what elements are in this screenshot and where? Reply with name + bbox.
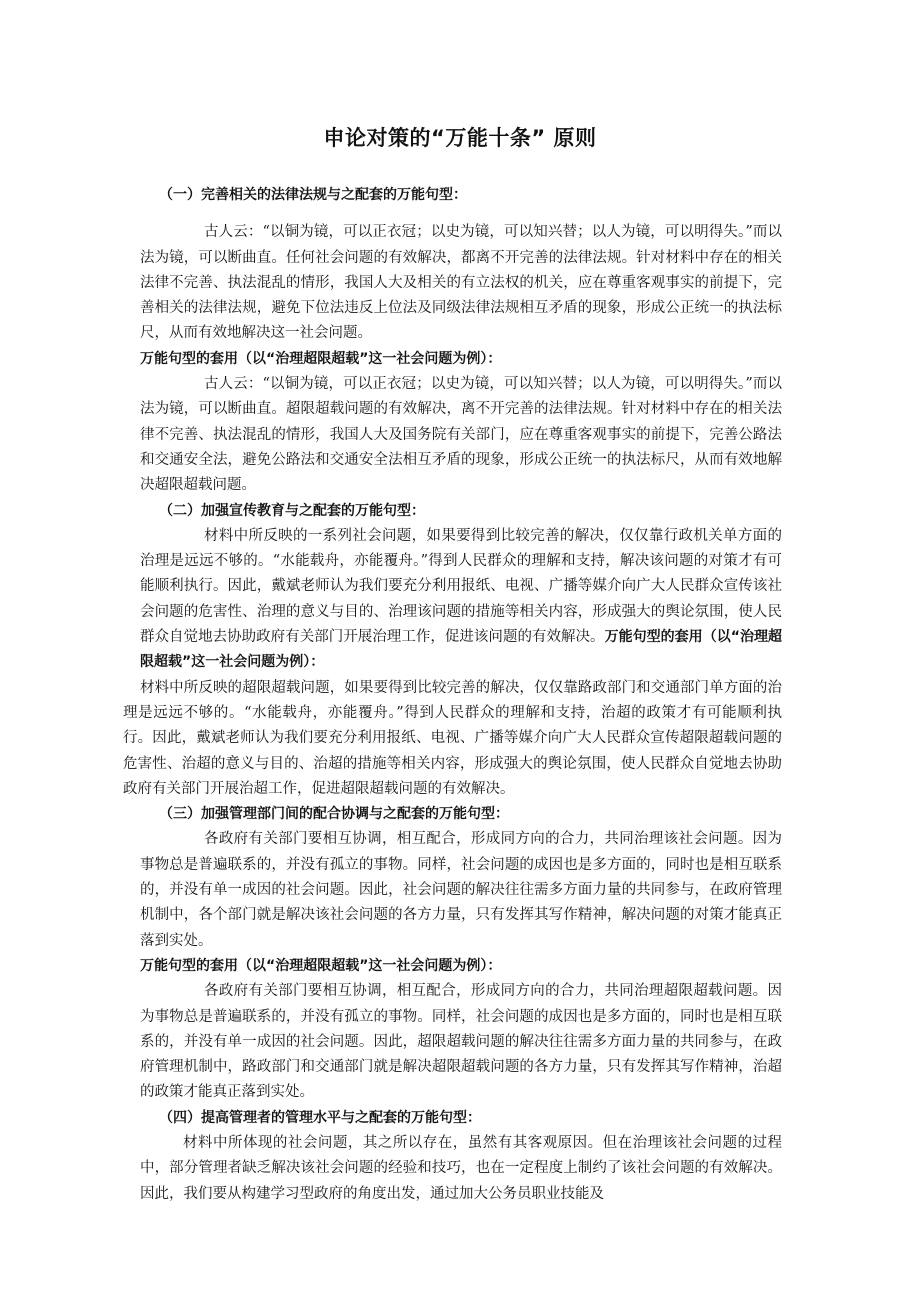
section-4-heading: （四）提高管理者的管理水平与之配套的万能句型：	[159, 1109, 481, 1126]
section-1-example-heading: 万能句型的套用（以“治理超限超载”这一社会问题为例）：	[140, 350, 502, 367]
page-title: 申论对策的“万能十条” 原则	[323, 126, 597, 150]
document-body	[123, 183, 782, 1207]
section-1-example-text: 古人云：“以铜为镜，可以正衣冠；以史为镜，可以知兴替；以人为镜，可以明得失。”而以法为镜，可以断曲直。超限超载问题的有效解决，离不开完善的法律法规。针对材料中存在的相关法律不完善、执法混乱的情形，我国人大及国务院有关部门，应在尊重客观事实的前提下，完善公路法和交通安全法，避免公路法和交通安全法相互矛盾的现象，形成公正统一的执法标尺，从而有效地解决超限超载问题。	[140, 376, 782, 494]
section-4-template-text: 材料中所体现的社会问题，其之所以存在，虽然有其客观原因。但在治理该社会问题的过程中，部分管理者缺乏解决该社会问题的经验和技巧，也在一定程度上制约了该社会问题的有效解决。因此，我们要从构建学习型政府的角度出发，通过加大公务员职业技能及	[140, 1134, 782, 1202]
section-3-example-text: 各政府有关部门要相互协调，相互配合，形成同方向的合力，共同治理超限超载问题。因为事物总是普遍联系的，并没有孤立的事物。同样，社会问题的成因也是多方面的，同时也是相互联系的，并没有单一成因的社会问题。因此，超限超载问题的解决往往需多方面力量的共同参与，在政府管理机制中，路政部门和交通部门就是解决超限超载问题的各方力量，只有发挥其写作精神，治超的政策才能真正落到实处。	[140, 983, 782, 1101]
section-2-template-paragraph	[140, 524, 782, 676]
section-2-example-heading: 万能句型的套用（以“治理超限超载”这一社会问题为例）：	[140, 629, 782, 671]
section-3-example-heading: 万能句型的套用（以“治理超限超载”这一社会问题为例）：	[140, 957, 502, 974]
section-2-template-text: 材料中所反映的一系列社会问题，如果要得到比较完善的解决，仅仅靠行政机关单方面的治理是远远不够的。“水能载舟，亦能覆舟。”得到人民群众的理解和支持，解决该问题的对策才有可能顺利执行。因此，戴斌老师认为我们要充分利用报纸、电视、广播等媒介向广大人民群众宣传该社会问题的危害性、治理的意义与目的、治理该问题的措施等相关内容，形成强大的舆论氛围，使人民群众自觉地去协助政府有关部门开展治理工作，促进该问题的有效解决。	[140, 527, 782, 646]
section-2-example-text: 材料中所反映的超限超载问题，如果要得到比较完善的解决，仅仅靠路政部门和交通部门单方面的治理是远远不够的。“水能载舟，亦能覆舟。”得到人民群众的理解和支持，治超的政策才有可能顺利执行。因此，戴斌老师认为我们要充分利用报纸、电视、广播等媒介向广大人民群众宣传超限超载问题的危害性、治超的意义与目的、治超的措施等相关内容，形成强大的舆论氛围，使人民群众自觉地去协助政府有关部门开展治超工作，促进超限超载问题的有效解决。	[123, 679, 782, 797]
section-3-template-text: 各政府有关部门要相互协调，相互配合，形成同方向的合力，共同治理该社会问题。因为事物总是普遍联系的，并没有孤立的事物。同样，社会问题的成因也是多方面的，同时也是相互联系的，并没有单一成因的社会问题。因此，社会问题的解决往往需多方面力量的共同参与，在政府管理机制中，各个部门就是解决该社会问题的各方力量，只有发挥其写作精神，解决问题的对策才能真正落到实处。	[140, 831, 782, 949]
section-3-heading: （三）加强管理部门间的配合协调与之配套的万能句型：	[159, 806, 509, 823]
section-2-heading: （二）加强宣传教育与之配套的万能句型：	[159, 502, 425, 519]
section-1-heading: （一）完善相关的法律法规与之配套的万能句型：	[159, 187, 467, 203]
section-1-template-text: 古人云：“以铜为镜，可以正衣冠；以史为镜，可以知兴替；以人为镜，可以明得失。”而以法为镜，可以断曲直。任何社会问题的有效解决，都离不开完善的法律法规。针对材料中存在的相关法律不完善、执法混乱的情形，我国人大及相关的有立法权的机关，应在尊重客观事实的前提下，完善相关的法律法规，避免下位法违反上位法及同级法律法规相互矛盾的现象，形成公正统一的执法标尺，从而有效地解决这一社会问题。	[140, 224, 782, 342]
